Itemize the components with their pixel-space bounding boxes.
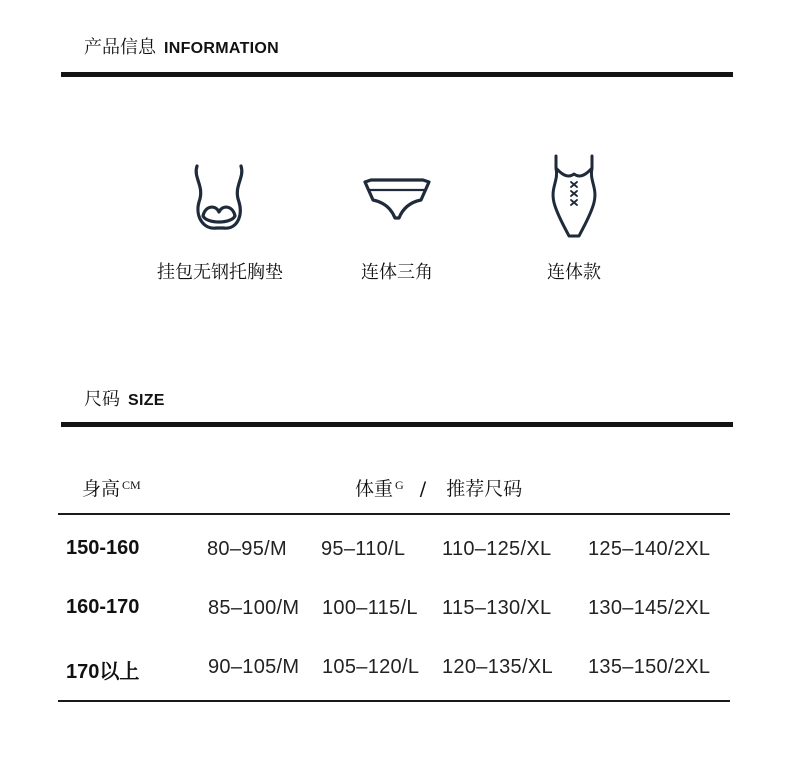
row-height-1: 150-160 <box>66 537 140 559</box>
feature-label-swimsuit: 连体款 <box>547 262 601 283</box>
row3-size-l: 105–120/L <box>322 656 420 678</box>
feature-swimsuit <box>489 150 659 283</box>
row1-size-m: 80–95/M <box>207 538 287 560</box>
table-bottom-rule <box>58 700 730 702</box>
info-section-title <box>84 33 279 59</box>
info-divider <box>61 72 733 77</box>
row1-size-2xl: 125–140/2XL <box>588 538 711 560</box>
height-header-label: 身高 <box>82 478 121 500</box>
weight-header-label: 体重 <box>355 478 394 500</box>
row-height-2: 160-170 <box>66 596 140 618</box>
size-title-cn: 尺码 <box>84 389 120 410</box>
briefs-icon <box>357 150 437 240</box>
row2-size-xl: 115–130/XL <box>442 597 552 619</box>
row1-size-l: 95–110/L <box>321 538 406 560</box>
info-title-en: INFORMATION <box>164 40 279 57</box>
row1-size-xl: 110–125/XL <box>442 538 552 560</box>
row3-size-2xl: 135–150/2XL <box>588 656 711 678</box>
size-title-en: SIZE <box>128 392 165 409</box>
row2-size-m: 85–100/M <box>208 597 300 619</box>
table-header-rule <box>58 513 730 515</box>
row3-size-xl: 120–135/XL <box>442 656 553 678</box>
feature-padded-bra <box>135 150 305 283</box>
weight-unit: G <box>395 478 404 492</box>
row2-size-2xl: 130–145/2XL <box>588 597 711 619</box>
row2-size-l: 100–115/L <box>322 597 418 619</box>
header-separator: / <box>419 478 427 500</box>
size-divider <box>61 422 733 427</box>
feature-briefs <box>312 150 482 283</box>
weight-size-header <box>355 474 522 501</box>
row-height-3: 170以上 <box>66 661 140 683</box>
recommend-header-label: 推荐尺码 <box>446 478 523 500</box>
height-header <box>82 474 141 501</box>
row3-size-m: 90–105/M <box>208 656 300 678</box>
height-unit: CM <box>122 478 141 492</box>
swimsuit-icon <box>539 150 609 240</box>
feature-label-briefs: 连体三角 <box>361 262 433 283</box>
feature-label-padded-bra: 挂包无钢托胸垫 <box>157 262 283 283</box>
info-title-cn: 产品信息 <box>84 37 156 58</box>
padded-bra-icon <box>185 150 255 240</box>
size-section-title <box>84 385 165 411</box>
